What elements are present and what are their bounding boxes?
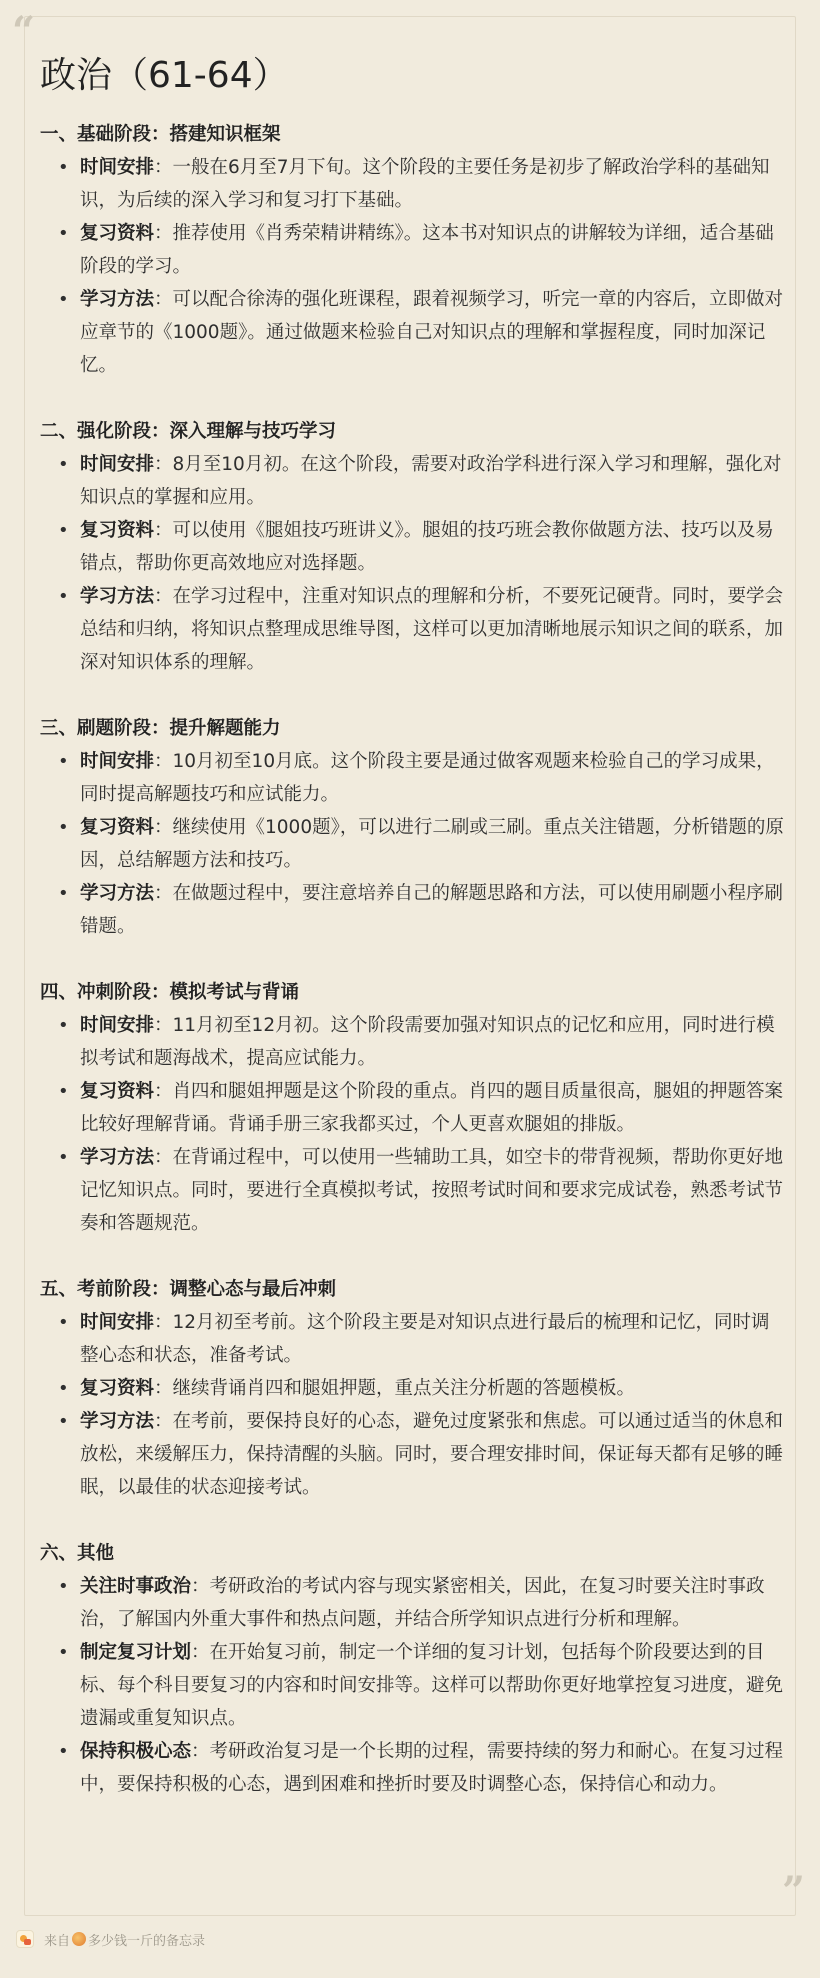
bullet-icon: • (58, 1312, 69, 1333)
section-list (40, 118, 786, 1801)
item-text: ：在开始复习前，制定一个详细的复习计划，包括每个阶段要达到的目标、每个科目要复习的内容和时间安排等。这样可以帮助你更好地掌控复习进度，避免遗漏或重复知识点。 (80, 1642, 784, 1729)
section-title: 四、冲刺阶段：模拟考试与背诵 (40, 982, 300, 1003)
bullet-icon: • (58, 1081, 69, 1102)
item-text: ：10月初至10月底。这个阶段主要是通过做客观题来检验自己的学习成果，同时提高解题技巧和应试能力。 (80, 751, 775, 805)
list-item (58, 217, 786, 283)
item-text: ：11月初至12月初。这个阶段需要加强对知识点的记忆和应用，同时进行模拟考试和题海战术，提高应试能力。 (80, 1015, 775, 1069)
item-label: 保持积极心态 (80, 1741, 192, 1762)
list-item (58, 1306, 786, 1372)
bullet-list (40, 151, 786, 382)
item-label: 时间安排 (80, 1312, 155, 1333)
bullet-list (40, 1570, 786, 1801)
memo-app-icon (16, 1930, 34, 1948)
item-text: ：可以配合徐涛的强化班课程，跟着视频学习，听完一章的内容后，立即做对应章节的《1000题》。通过做题来检验自己对知识点的理解和掌握程度，同时加深记忆。 (80, 289, 784, 376)
bullet-list (40, 1009, 786, 1240)
bullet-icon: • (58, 586, 69, 607)
section (40, 1537, 786, 1801)
item-text: ：在考前，要保持良好的心态，避免过度紧张和焦虑。可以通过适当的休息和放松，来缓解压力，保持清醒的头脑。同时，要合理安排时间，保证每天都有足够的睡眠，以最佳的状态迎接考试。 (80, 1411, 784, 1498)
item-label: 时间安排 (80, 751, 155, 772)
bullet-icon: • (58, 157, 69, 178)
list-item (58, 151, 786, 217)
item-label: 复习资料 (80, 1081, 155, 1102)
list-item (58, 514, 786, 580)
list-item (58, 1009, 786, 1075)
item-text: ：12月初至考前。这个阶段主要是对知识点进行最后的梳理和记忆，同时调整心态和状态，准备考试。 (80, 1312, 770, 1366)
bullet-icon: • (58, 520, 69, 541)
bullet-icon: • (58, 1642, 69, 1663)
bullet-list (40, 1306, 786, 1504)
list-item (58, 283, 786, 382)
section (40, 712, 786, 943)
section-title: 一、基础阶段：搭建知识框架 (40, 124, 281, 145)
list-item (58, 1372, 786, 1405)
bullet-icon: • (58, 817, 69, 838)
bullet-icon: • (58, 883, 69, 904)
item-label: 时间安排 (80, 454, 155, 475)
item-text: ：8月至10月初。在这个阶段，需要对政治学科进行深入学习和理解，强化对知识点的掌握和应用。 (80, 454, 782, 508)
item-label: 时间安排 (80, 1015, 155, 1036)
bullet-icon: • (58, 223, 69, 244)
item-text: ：考研政治的考试内容与现实紧密相关，因此，在复习时要关注时事政治，了解国内外重大事件和热点问题，并结合所学知识点进行分析和理解。 (80, 1576, 765, 1630)
item-text: ：肖四和腿姐押题是这个阶段的重点。肖四的题目质量很高，腿姐的押题答案比较好理解背诵。背诵手册三家我都买过，个人更喜欢腿姐的排版。 (80, 1081, 784, 1135)
section (40, 1273, 786, 1504)
item-text: ：一般在6月至7月下旬。这个阶段的主要任务是初步了解政治学科的基础知识，为后续的深入学习和复习打下基础。 (80, 157, 770, 211)
item-label: 学习方法 (80, 289, 155, 310)
section (40, 415, 786, 679)
bullet-list (40, 448, 786, 679)
bullet-icon: • (58, 1147, 69, 1168)
list-item (58, 448, 786, 514)
section-title: 六、其他 (40, 1543, 115, 1564)
item-label: 复习资料 (80, 223, 155, 244)
item-label: 学习方法 (80, 1411, 155, 1432)
quote-close-icon: ” (782, 1868, 806, 1915)
item-label: 学习方法 (80, 586, 155, 607)
bullet-icon: • (58, 1378, 69, 1399)
list-item (58, 1405, 786, 1504)
section-title: 二、强化阶段：深入理解与技巧学习 (40, 421, 337, 442)
item-text: ：继续背诵肖四和腿姐押题，重点关注分析题的答题模板。 (154, 1378, 636, 1399)
list-item (58, 745, 786, 811)
section (40, 976, 786, 1240)
list-item (58, 811, 786, 877)
page-title: 政治（61-64） (40, 55, 289, 96)
list-item (58, 877, 786, 943)
list-item (58, 1735, 786, 1801)
bullet-list (40, 745, 786, 943)
bullet-icon: • (58, 454, 69, 475)
bullet-icon: • (58, 289, 69, 310)
list-item (58, 1075, 786, 1141)
footer-source (16, 1928, 205, 1950)
item-text: ：在做题过程中，要注意培养自己的解题思路和方法，可以使用刷题小程序刷错题。 (80, 883, 784, 937)
bullet-icon: • (58, 1741, 69, 1762)
item-label: 学习方法 (80, 1147, 155, 1168)
bullet-icon: • (58, 1015, 69, 1036)
item-text: ：继续使用《1000题》，可以进行二刷或三刷。重点关注错题，分析错题的原因，总结解题方法和技巧。 (80, 817, 784, 871)
list-item (58, 1570, 786, 1636)
bullet-icon: • (58, 1576, 69, 1597)
item-label: 关注时事政治 (80, 1576, 192, 1597)
item-text: ：推荐使用《肖秀荣精讲精练》。这本书对知识点的讲解较为详细，适合基础阶段的学习。 (80, 223, 774, 277)
item-label: 制定复习计划 (80, 1642, 192, 1663)
section-title: 三、刷题阶段：提升解题能力 (40, 718, 281, 739)
footer-author: 多少钱一斤 (88, 1933, 154, 1949)
item-label: 学习方法 (80, 883, 155, 904)
item-text: ：考研政治复习是一个长期的过程，需要持续的努力和耐心。在复习过程中，要保持积极的心态，遇到困难和挫折时要及时调整心态，保持信心和动力。 (80, 1741, 784, 1795)
list-item (58, 580, 786, 679)
note-content (40, 48, 786, 1834)
footer-suffix: 的备忘录 (153, 1933, 206, 1949)
section-title: 五、考前阶段：调整心态与最后冲刺 (40, 1279, 337, 1300)
bullet-icon: • (58, 751, 69, 772)
list-item (58, 1141, 786, 1240)
item-label: 复习资料 (80, 520, 155, 541)
bullet-icon: • (58, 1411, 69, 1432)
footer-prefix: 来自 (44, 1933, 71, 1949)
section (40, 118, 786, 382)
item-text: ：在学习过程中，注重对知识点的理解和分析，不要死记硬背。同时，要学会总结和归纳，将知识点整理成思维导图，这样可以更加清晰地展示知识之间的联系，加深对知识体系的理解。 (80, 586, 784, 673)
item-text: ：在背诵过程中，可以使用一些辅助工具，如空卡的带背视频，帮助你更好地记忆知识点。同时，要进行全真模拟考试，按照考试时间和要求完成试卷，熟悉考试节奏和答题规范。 (80, 1147, 784, 1234)
avatar (72, 1932, 86, 1946)
quote-open-icon: “ (12, 8, 36, 55)
item-label: 时间安排 (80, 157, 155, 178)
item-text: ：可以使用《腿姐技巧班讲义》。腿姐的技巧班会教你做题方法、技巧以及易错点，帮助你更高效地应对选择题。 (80, 520, 774, 574)
item-label: 复习资料 (80, 817, 155, 838)
list-item (58, 1636, 786, 1735)
item-label: 复习资料 (80, 1378, 155, 1399)
